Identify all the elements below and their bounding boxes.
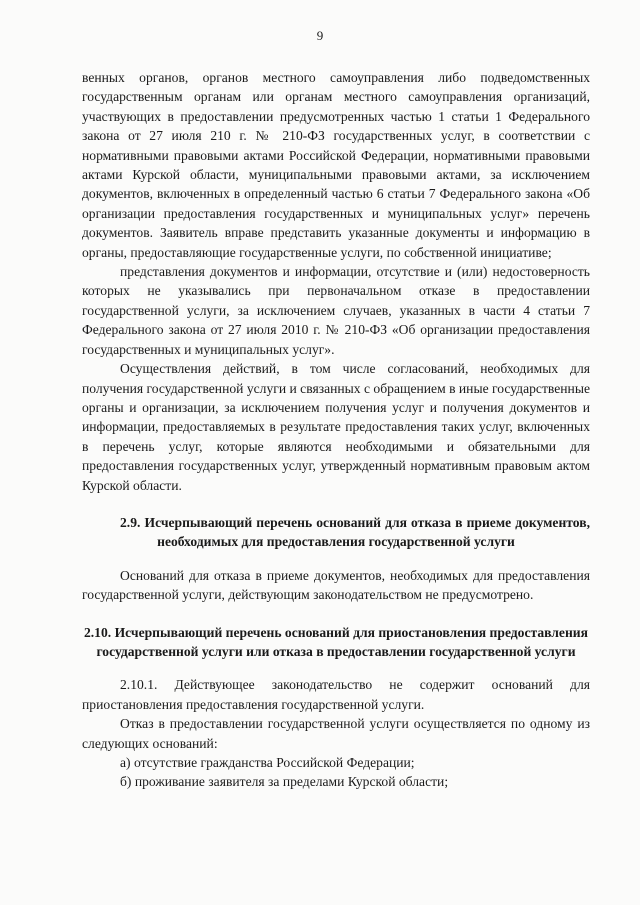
list-item-a: а) отсутствие гражданства Российской Федерации; xyxy=(120,755,415,770)
paragraph-continuation: венных органов, органов местного самоуправления либо подведомственных государственным органам или органам местного самоуправления организаций, участвующих в предоставлении предусмотренных частью 1 статьи 1 Федерального закона от 27 июля 210 г. № 210-ФЗ государственных услуг, в соответствии с нормативными правовыми актами Российской Федерации, нормативными правовыми актами Курской области, муниципальными правовыми актами, за исключением документов, включенных в определенный частью 6 статьи 7 Федерального закона «Об организации предоставления государственных и муниципальных услуг» перечень документов. Заявитель вправе представить указанные документы и информацию в органы, предоставляющие государственные услуги, по собственной инициативе; xyxy=(82,70,590,260)
paragraph-documents: представления документов и информации, отсутствие и (или) недостоверность которых не указывались при первоначальном отказе в предоставлении государственной услуги, за исключением случаев, указанных в части 4 статьи 7 Федерального закона от 27 июля 2010 г. № 210-ФЗ «Об организации предоставления государственных и муниципальных услуг». xyxy=(82,264,590,357)
heading-section-2-10: 2.10. Исчерпывающий перечень оснований для приостановления предоставления государственной услуги или отказа в предоставлении государственной услуги xyxy=(83,624,588,659)
list-item-b: б) проживание заявителя за пределами Курской области; xyxy=(120,774,449,790)
paragraph-actions: Осуществления действий, в том числе согласований, необходимых для получения государственной услуги и связанных с обращением в иные государственные органы и организации, за исключением получения услуг и получения документов и информации, предоставляемых в результате предоставления таких услуг, включенных в перечень услуг, которые являются необходимыми и обязательными для предоставления государственных услуг, утвержденный нормативным правовым актом Курской области. xyxy=(82,361,590,493)
paragraph-2-10-1: 2.10.1. Действующее законодательство не содержит оснований для приостановления предоставления государственной услуги. xyxy=(82,677,590,712)
paragraph-refusal-grounds: Отказ в предоставлении государственной услуги осуществляется по одному из следующих оснований: xyxy=(82,716,590,751)
document-body xyxy=(82,68,590,792)
paragraph-section-2-9: Оснований для отказа в приеме документов, необходимых для предоставления государственной услуги, действующим законодательством не предусмотрено. xyxy=(82,567,590,603)
heading-section-2-9: 2.9. Исчерпывающий перечень оснований для отказа в приеме документов, необходимых для предоставления государственной услуги xyxy=(120,514,590,550)
page-number: 9 xyxy=(316,28,324,43)
